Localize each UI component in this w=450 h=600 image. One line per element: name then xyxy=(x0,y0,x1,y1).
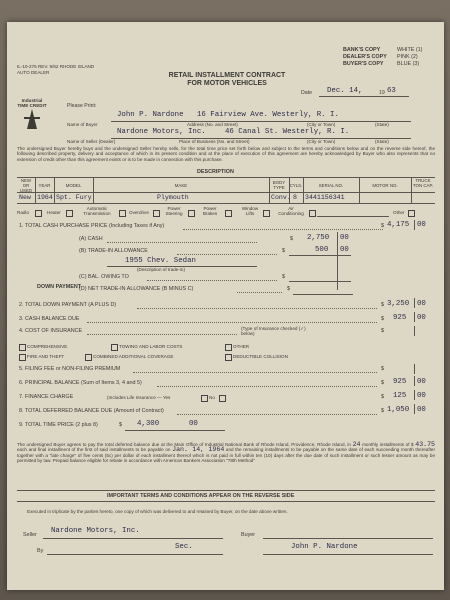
copy-color-white: WHITE (1) xyxy=(397,47,423,53)
deductible-checkbox[interactable] xyxy=(225,354,232,361)
air-cond-checkbox[interactable] xyxy=(309,210,316,217)
tradein-label: (B) TRADE-IN ALLOWANCE xyxy=(79,248,148,254)
comprehensive-checkbox[interactable] xyxy=(19,344,26,351)
ins-combined: COMBINED ADDITIONAL COVERAGE xyxy=(93,354,174,359)
ins-other: OTHER xyxy=(233,344,250,349)
auto-trans-checkbox[interactable] xyxy=(119,210,126,217)
seller-name-value: Nardone Motors, Inc. xyxy=(117,128,206,136)
year-value: 63 xyxy=(387,87,396,95)
col-model: MODEL xyxy=(65,183,82,188)
towing-checkbox[interactable] xyxy=(111,344,118,351)
by-sig-label: By xyxy=(37,548,44,554)
contract-subtitle: FOR MOTOR VEHICLES xyxy=(187,80,267,87)
life-ins-note: (Includes Life Insurance — Yes xyxy=(107,395,171,400)
line-3-label: 3. CASH BALANCE DUE xyxy=(19,316,80,322)
line-9-label: 9. TOTAL TIME PRICE (2 plus 8) xyxy=(19,422,98,428)
line-3-dollars: 925 xyxy=(393,314,407,322)
overdrive-checkbox[interactable] xyxy=(153,210,160,217)
buyer-sig-value: John P. Nardone xyxy=(291,543,358,551)
form-type: AUTO DEALER xyxy=(17,70,50,75)
ins-comprehensive: COMPREHENSIVE xyxy=(27,344,68,349)
radio-checkbox[interactable] xyxy=(35,210,42,217)
other-ins-checkbox[interactable] xyxy=(225,344,232,351)
copy-label-bank: BANK'S COPY xyxy=(343,47,381,53)
line-9-cents: 00 xyxy=(189,420,198,428)
col-make: MAKE xyxy=(174,183,188,188)
col-year: YEAR xyxy=(38,183,51,188)
seller-city-label: (City or Town) xyxy=(307,139,336,144)
please-print-label: Please Print: xyxy=(67,103,97,109)
line-1-label: 1. TOTAL CASH PURCHASE PRICE (Including Taxes if Any) xyxy=(19,223,165,229)
net-tradein-label: (D) NET TRADE-IN ALLOWANCE (B MINUS C) xyxy=(79,286,194,292)
vehicle-new-used: New xyxy=(19,194,31,201)
buyer-address-value: 16 Fairview Ave. Westerly, R. I. xyxy=(197,111,339,119)
line-4-label: 4. COST OF INSURANCE xyxy=(19,328,83,334)
vehicle-cyls: 8 xyxy=(293,194,297,201)
date-value: Dec. 14, xyxy=(327,87,363,95)
equip-window-lifts: Window Lifts xyxy=(241,206,259,217)
col-truck-cap: TRUCK TON CAP. xyxy=(412,178,434,188)
life-ins-yes-checkbox[interactable] xyxy=(201,395,208,402)
installment-amount: 43.75 xyxy=(415,441,436,448)
buyer-city-label: (City or Town) xyxy=(307,122,336,127)
line-7-cents: 00 xyxy=(417,392,426,400)
line-6-cents: 00 xyxy=(417,378,426,386)
equip-auto-trans: Automatic Transmission xyxy=(83,206,111,217)
heater-checkbox[interactable] xyxy=(66,210,73,217)
intro-paragraph: The undersigned Buyer hereby buys and the undersigned Seller hereby sells, for the total time price set forth below and subject to the terms and conditions below and on the reverse side hereof, the following described property, delivery and acceptance of which in its present condition and at the place of execution of this agreement are hereby acknowledged by Buyer who also represents that no extension of credit other than this agreement exists or is to be made in connection with this purchase. xyxy=(17,146,435,162)
copy-label-dealer: DEALER'S COPY xyxy=(343,54,387,60)
equip-other: Other xyxy=(393,210,405,215)
seller-place-label: Place of Business (No. and Street) xyxy=(179,139,250,144)
equip-power-brakes: Power Brakes xyxy=(202,206,218,217)
line-8-cents: 00 xyxy=(417,406,426,414)
line-6-dollars: 925 xyxy=(393,378,407,386)
line-3-cents: 00 xyxy=(417,314,426,322)
line-8-label: 8. TOTAL DEFERRED BALANCE DUE (Amount of Contract) xyxy=(19,408,164,414)
col-new-used: NEW OR USED xyxy=(19,178,33,193)
col-serial: SERIAL NO. xyxy=(318,183,344,188)
tradein-desc-label: (Description of trade-in) xyxy=(137,267,185,272)
sec-value: Sec. xyxy=(175,543,193,551)
line-5-label: 5. FILING FEE or NON-FILING PREMIUM xyxy=(19,366,121,372)
tradein-cents: 00 xyxy=(340,246,349,254)
buyer-name-value: John P. Nardone xyxy=(117,111,184,119)
equip-heater: Heater xyxy=(47,210,61,215)
ins-fire-theft: FIRE AND THEFT xyxy=(27,354,65,359)
equip-overdrive: Overdrive xyxy=(129,210,149,215)
buyer-sig-label: Buyer xyxy=(241,532,256,538)
line-7-dollars: 125 xyxy=(393,392,407,400)
down-payment-label: DOWN PAYMENT xyxy=(37,284,82,290)
year-prefix: 19 xyxy=(379,90,385,96)
col-motor: MOTOR NO. xyxy=(372,183,398,188)
line-1-dollars: 4,175 xyxy=(387,221,410,229)
contract-document: IL-10-275 REV. 9/62 RHODE ISLAND AUTO DEALER BANK'S COPY DEALER'S COPY BUYER'S COPY WHITE (1) PINK (2) BLUE (3) RETAIL INSTALLMENT CONTRACT FOR MOTOR VEHICLES Date Dec. 14, 19 63 Industrial TIME CREDIT Please Print: John P. Nardone 16 Fairview Ave. Westerly, R. I. Name of Buyer Address (No. and Street) (City or Town) (State) Nardone Motors, Inc. 46 Canal St. Westerly, R. I. Name of Seller (Dealer) Place of Business (No. and Street) (City or Town) (State) The undersigned Buyer hereby buys and the undersigned Seller hereby sells, for the total time price set forth below and subject to the terms and conditions below and on the reverse side hereof, the following described property, delivery and acceptance of which in its present condition and at the place of execution of this agreement are hereby acknowledged by Buyer who also represents that no extension of credit other than this agreement exists or is to be made in connection with this purchase. DESCRIPTION NEW OR USED YEAR MODEL MAKE BODY TYPE CYLS. SERIAL NO. MOTOR NO. TRUCK TON CAP. New 1964 Spt. Fury Plymouth Conv. 8 3441156341 Radio Heater Automatic Transmission Overdrive Power Steering Power Brakes Window Lifts Air Conditioning Other 1. TOTAL CASH PURCHASE PRICE (Including Taxes if Any) $ 4,175 00 DOWN PAYMENT (A) CASH $ 2,750 00 (B) TRADE-IN ALLOWANCE $ 500 00 1955 Chev. Sedan (Description of trade-in) (C) BAL. OWING TO $ (D) NET TRADE-IN ALLOWANCE (B MINUS C) $ 2. TOTAL DOWN PAYMENT (A PLUS D) $ 3,250 00 3. CASH BALANCE DUE $ 925 00 4. COST OF INSURANCE (Type of Insurance checked (✓) below) $ COMPREHENSIVE TOWING AND LABOR COSTS OTHER FIRE AND THEFT COMBINED ADDITIONAL COVERAGE DEDUCTIBLE COLLISION 5. FILING FEE or NON-FILING PREMIUM $ 6. PRINCIPAL BALANCE (Sum of Items 3, 4 and 5) $ 925 00 7. FINANCE CHARGE (Includes Life Insurance — Yes No $ 125 00 8. TOTAL DEFERRED BALANCE DUE (Amount of Contract) $ 1,050 00 9. TOTAL TIME PRICE (2 plus 8) $ 4,300 00 The undersigned Buyer agrees to pay the total deferred balance due at the Main Office of Industrial National Bank of Rhode Island, Providence, Rhode Island, in 24 monthly installments of $ 43.75 each and final installment of the first of said installments to be payable on Jan. 14, 1964 and the remaining installments to be payable on the same date of each succeeding month thereafter together with a "late charge" of five cents (5c) per dollar of each installment thereof which is not paid in full within ten (10) days after the due date of such installment or such lesser amount as may be permitted by law. Prepaid balance eligible for rebate in accordance with American Bankers Association "78th Method" IMPORTANT TERMS AND CONDITIONS APPEAR ON THE REVERSE SIDE Executed in triplicate by the parties hereto, one copy of which was delivered to and retained by Buyer, on the date above written. Seller Nardone Motors, Inc. Buyer By Sec. John P. Nardone xyxy=(7,22,444,590)
life-ins-no-checkbox[interactable] xyxy=(219,395,226,402)
col-body-type: BODY TYPE xyxy=(272,180,286,190)
seller-state-label: (State) xyxy=(375,139,389,144)
first-payment-date: Jan. 14, 1964 xyxy=(172,446,225,454)
description-heading: DESCRIPTION xyxy=(197,169,234,175)
vehicle-body-type: Conv. xyxy=(271,194,291,201)
line-2-cents: 00 xyxy=(417,300,426,308)
ins-towing: TOWING AND LABOR COSTS xyxy=(119,344,183,349)
other-checkbox[interactable] xyxy=(408,210,415,217)
power-steering-checkbox[interactable] xyxy=(188,210,195,217)
bal-owing-label: (C) BAL. OWING TO xyxy=(79,274,129,280)
line-8-dollars: 1,050 xyxy=(387,406,410,414)
seller-sig-value: Nardone Motors, Inc. xyxy=(51,527,140,535)
date-label: Date xyxy=(301,90,312,96)
seller-name-label: Name of Seller (Dealer) xyxy=(67,139,116,144)
seller-address-value: 46 Canal St. Westerly, R. I. xyxy=(225,128,350,136)
form-number: IL-10-275 REV. 9/62 RHODE ISLAND xyxy=(17,64,95,69)
power-brakes-checkbox[interactable] xyxy=(225,210,232,217)
combined-checkbox[interactable] xyxy=(85,354,92,361)
line-7-label: 7. FINANCE CHARGE xyxy=(19,394,74,400)
line-2-label: 2. TOTAL DOWN PAYMENT (A PLUS D) xyxy=(19,302,117,308)
cash-cents: 00 xyxy=(340,234,349,242)
ins-deductible: DEDUCTIBLE COLLISION xyxy=(233,354,288,359)
life-ins-no: No xyxy=(209,395,215,400)
copy-color-pink: PINK (2) xyxy=(397,54,418,60)
industrial-logo: Industrial TIME CREDIT xyxy=(15,98,49,134)
col-cyls: CYLS. xyxy=(289,183,303,188)
tradein-description: 1955 Chev. Sedan xyxy=(125,257,196,265)
cash-dollars: 2,750 xyxy=(307,234,330,242)
tradein-dollars: 500 xyxy=(315,246,329,254)
buyer-name-label: Name of Buyer xyxy=(67,122,98,127)
buyer-address-label: Address (No. and Street) xyxy=(187,122,238,127)
logo-tower-icon xyxy=(21,109,43,129)
vehicle-year: 1964 xyxy=(37,194,53,201)
vehicle-model: Spt. Fury xyxy=(56,194,92,201)
line-1-cents: 00 xyxy=(417,221,426,229)
copy-label-buyer: BUYER'S COPY xyxy=(343,61,384,67)
equip-air-cond: Air Conditioning xyxy=(278,206,304,217)
equip-power-steering: Power Steering xyxy=(165,206,183,217)
payment-terms-paragraph: The undersigned Buyer agrees to pay the total deferred balance due at the Main Office of Industrial National Bank of Rhode Island, Providence, Rhode Island, in 24 monthly installments of $ 43.75 each and final installment of the first of said installments to be payable on Jan. 14, 1964 and the remaining installments to be payable on the same date of each succeeding month thereafter together with a "late charge" of five cents (5c) per dollar of each installment thereof which is not paid in full within ten (10) days after the due date of such installment or such lesser amount as may be permitted by law. Prepaid balance eligible for rebate in accordance with American Bankers Association "78th Method" xyxy=(17,441,436,464)
installment-count: 24 xyxy=(352,441,361,448)
triplicate-statement: Executed in triplicate by the parties hereto, one copy of which was delivered to and retained by Buyer, on the date above written. xyxy=(27,509,288,514)
seller-sig-label: Seller xyxy=(23,532,37,538)
line-2-dollars: 3,250 xyxy=(387,300,410,308)
copy-color-blue: BLUE (3) xyxy=(397,61,420,67)
insurance-type-label: (Type of Insurance checked (✓) below) xyxy=(241,326,306,337)
line-6-label: 6. PRINCIPAL BALANCE (Sum of Items 3, 4 and 5) xyxy=(19,380,142,386)
vehicle-serial: 3441156341 xyxy=(305,194,345,201)
contract-title: RETAIL INSTALLMENT CONTRACT xyxy=(168,72,286,79)
important-notice: IMPORTANT TERMS AND CONDITIONS APPEAR ON THE REVERSE SIDE xyxy=(107,493,295,499)
equip-radio: Radio xyxy=(17,210,30,215)
buyer-state-label: (State) xyxy=(375,122,389,127)
window-lifts-checkbox[interactable] xyxy=(263,210,270,217)
cash-label: (A) CASH xyxy=(79,236,103,242)
fire-theft-checkbox[interactable] xyxy=(19,354,26,361)
line-9-dollars: 4,300 xyxy=(137,420,160,428)
vehicle-make: Plymouth xyxy=(157,194,189,201)
